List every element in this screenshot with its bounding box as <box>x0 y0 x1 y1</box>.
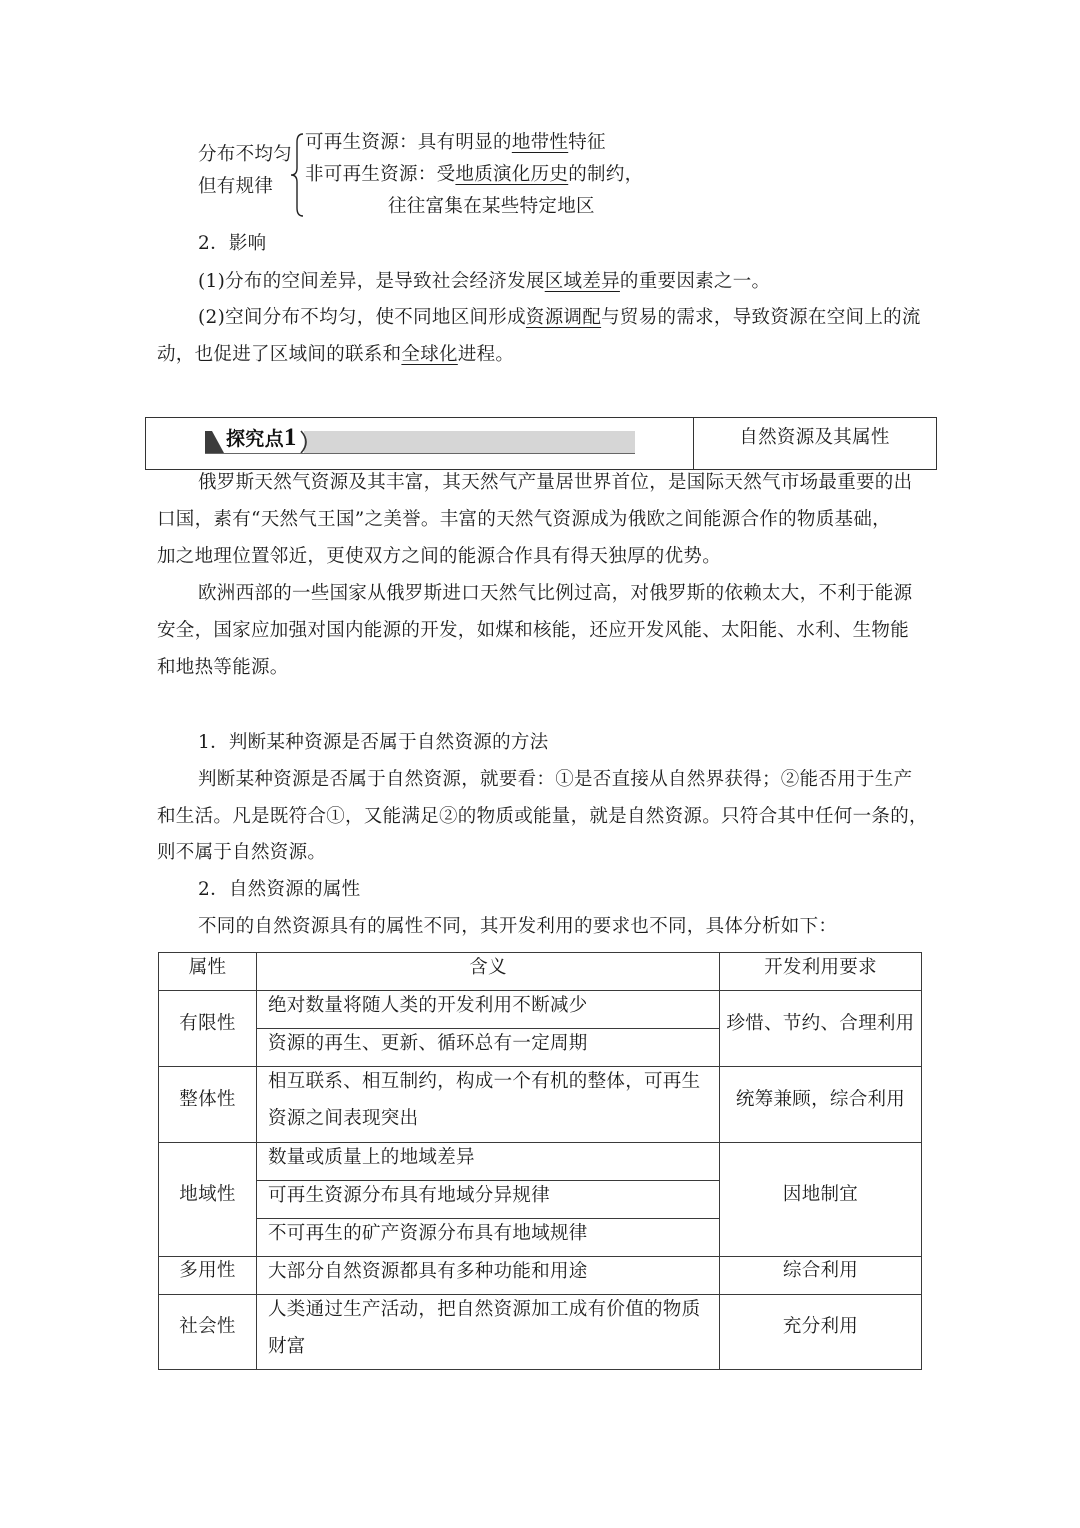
impact-heading: 2．影响 <box>198 233 267 254</box>
table-row <box>159 1257 922 1295</box>
meaning-line: 资源之间表现突出 <box>268 1108 419 1129</box>
text-segment: 非可再生资源：受 <box>305 164 456 185</box>
requirement-cell: 珍惜、节约、合理利用 <box>720 991 922 1067</box>
header-meaning: 含义 <box>257 953 720 991</box>
underlined-term: 资源调配 <box>525 307 602 328</box>
badge-number: 1 <box>283 424 297 451</box>
text-segment: (2)空间分布不均匀，使不同地区间形成 <box>198 307 526 328</box>
text-segment: 的制约， <box>568 164 644 185</box>
case-para-1-line: 加之地理位置邻近，更使双方之间的能源合作具有得天独厚的优势。 <box>157 546 722 567</box>
text-segment: 特征 <box>568 132 606 153</box>
case-para-1-line: 口国，素有“天然气王国”之美誉。丰富的天然气资源成为俄欧之间能源合作的物质基础， <box>157 509 891 530</box>
attribute-cell: 有限性 <box>159 991 257 1067</box>
impact-item-2-line-2 <box>157 343 514 367</box>
meaning-line: 人类通过生产活动，把自然资源加工成有价值的物质 <box>268 1299 701 1320</box>
table-row <box>159 1067 922 1143</box>
method-line: 判断某种资源是否属于自然资源，就要看：①是否直接从自然界获得；②能否用于生产 <box>198 769 913 790</box>
header-attribute: 属性 <box>159 953 257 991</box>
attribute-table <box>158 952 922 1370</box>
nonrenewable-resource-line <box>305 163 643 187</box>
case-para-2-line: 欧洲西部的一些国家从俄罗斯进口天然气比例过高，对俄罗斯的依赖太大，不利于能源 <box>198 583 913 604</box>
underlined-term: 区域差异 <box>544 271 620 292</box>
table-row <box>159 991 922 1029</box>
meaning-line: 财富 <box>268 1336 306 1357</box>
case-para-2-line: 安全，国家应加强对国内能源的开发，如煤和核能，还应开发风能、太阳能、水利、生物能 <box>157 620 910 641</box>
meaning-cell: 不可再生的矿产资源分布具有地域规律 <box>257 1219 720 1257</box>
requirement-cell: 统筹兼顾，综合利用 <box>720 1067 922 1143</box>
text-segment: 进程。 <box>457 344 515 365</box>
table-row <box>159 1295 922 1370</box>
meaning-line: 相互联系、相互制约，构成一个有机的整体，可再生 <box>268 1071 701 1092</box>
attributes-heading: 2．自然资源的属性 <box>198 879 361 900</box>
attributes-intro: 不同的自然资源具有的属性不同，其开发利用的要求也不同，具体分析如下： <box>198 916 838 937</box>
nonrenewable-resource-continuation: 往往富集在某些特定地区 <box>388 196 595 217</box>
meaning-cell <box>257 1295 720 1370</box>
inquiry-badge-label <box>226 424 296 453</box>
attribute-cell: 多用性 <box>159 1257 257 1295</box>
underlined-term: 地带性 <box>511 132 569 153</box>
underlined-term: 全球化 <box>401 344 458 365</box>
text-segment: 的重要因素之一。 <box>619 271 771 292</box>
meaning-cell: 数量或质量上的地域差异 <box>257 1143 720 1181</box>
text-segment: 动，也促进了区域间的联系和 <box>157 344 402 365</box>
brace-label-line-1: 分布不均匀 <box>198 144 293 165</box>
meaning-cell: 绝对数量将随人类的开发利用不断减少 <box>257 991 720 1029</box>
meaning-cell: 大部分自然资源都具有多种功能和用途 <box>257 1257 720 1295</box>
attribute-cell: 地域性 <box>159 1143 257 1257</box>
method-heading: 1．判断某种资源是否属于自然资源的方法 <box>198 732 549 753</box>
text-segment: 与贸易的需求，导致资源在空间上的流 <box>601 307 921 328</box>
table-row <box>159 1143 922 1181</box>
attribute-cell: 整体性 <box>159 1067 257 1143</box>
inquiry-topic: 自然资源及其属性 <box>739 427 890 448</box>
underlined-term: 地质演化历史 <box>455 164 569 185</box>
requirement-cell: 因地制宜 <box>720 1143 922 1257</box>
brace-label-line-2: 但有规律 <box>198 176 274 197</box>
meaning-cell: 可再生资源分布具有地域分异规律 <box>257 1181 720 1219</box>
badge-text: 探究点 <box>226 428 284 450</box>
header-requirement: 开发利用要求 <box>720 953 922 991</box>
impact-item-1 <box>198 270 770 294</box>
meaning-cell <box>257 1067 720 1143</box>
case-para-1-line: 俄罗斯天然气资源及其丰富，其天然气产量居世界首位，是国际天然气市场最重要的出 <box>198 472 913 493</box>
text-segment: (1)分布的空间差异，是导致社会经济发展 <box>198 271 545 292</box>
text-segment: 可再生资源：具有明显的 <box>305 132 512 153</box>
meaning-cell: 资源的再生、更新、循环总有一定周期 <box>257 1029 720 1067</box>
method-line: 则不属于自然资源。 <box>157 842 327 863</box>
method-line: 和生活。凡是既符合①，又能满足②的物质或能量，就是自然资源。只符合其中任何一条的， <box>157 806 928 827</box>
impact-item-2-line-1 <box>198 306 921 330</box>
case-para-2-line: 和地热等能源。 <box>157 657 289 678</box>
requirement-cell: 充分利用 <box>720 1295 922 1370</box>
table-header-row <box>159 953 922 991</box>
attribute-cell: 社会性 <box>159 1295 257 1370</box>
requirement-cell: 综合利用 <box>720 1257 922 1295</box>
renewable-resource-line <box>305 131 606 155</box>
